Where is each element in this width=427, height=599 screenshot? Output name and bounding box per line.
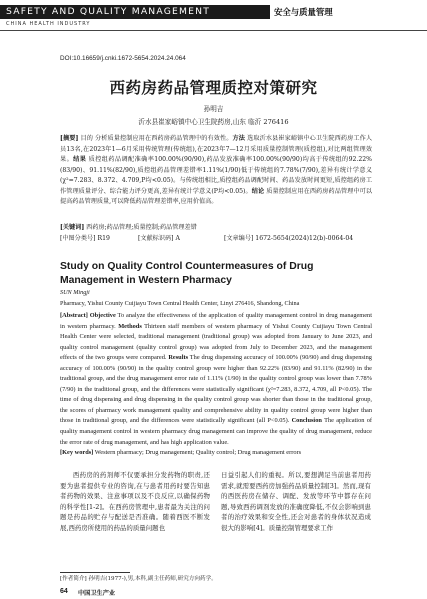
body-column-right [221,470,371,533]
abstract-cn-results-label: 结果 [73,156,87,164]
abstract-cn-objective: 目的 分析质量控制应用在西药房药品管理中的有效性。 [78,135,233,142]
article-title-cn: 西药房药品管理质控对策研究 [109,78,318,97]
author-en: SUN Mingji [60,289,90,296]
abstract-en-conclusion-label: Conclusion [291,417,322,425]
abstract-cn-method: 选取沂水县崔家峪镇中心卫生院西药房工作人员13名,在2023年1—6月采用传统管理(传统组),在2023年7—12月采用质量控制管理(质控组),对比两组管理效果。 [60,135,372,164]
keywords-en [60,448,372,459]
running-header [0,0,427,32]
body-paragraph: 西药房的药剂师不仅要承担分发药物的职责,还要为患者提供专业的咨询,在与患者用药时要告知患者药物的效果、注意事项以及不良反应,以确保药物的科学性[1-2]。在西药房管理中,患者最为关注的问题是药品的贮存与配送是否准确。随着西医不断发展,西药房所使用的药品的质量问题也 [60,471,210,532]
abstract-en-conclusion: The application of quality management control in western pharmacy drug management can improve the quality of drug management, reduce the error rate of drug management, and has high application value. [60,417,372,446]
abstract-cn-conclusion: 质量控制应用在西药房药品管理中可以提高药品管理质量,可以降低药品管理差错率,应用价值高。 [60,187,372,206]
doi-line[interactable]: DOI:10.16659/j.cnki.1672-5654.2024.24.064 [60,55,186,62]
keywords-cn [60,223,372,234]
clc-number: [中图分类号] R19 [60,235,110,242]
journal-name-footer: 中国卫生产业 [78,590,116,597]
abstract-en-label: [Abstract] Objective [60,312,116,319]
keywords-cn-label: [关键词] [60,224,85,231]
keywords-en-label: [Key words] [60,449,94,456]
header-band-text: SAFETY AND QUALITY MANAGEMENT [6,6,211,17]
keywords-cn-text: 西药房;药品管理;质量控制;药品管理差错 [84,224,197,231]
abstract-cn-label: [摘要] [60,135,79,142]
footnote-rule [60,572,130,573]
header-band [0,5,270,19]
body-column-left [60,470,210,533]
affiliation-cn: 沂水县崔家峪镇中心卫生院药房,山东 临沂 276416 [138,118,289,126]
abstract-cn-method-label: 方法 [232,135,246,142]
article-title-en: Study on Quality Control Countermeasures of Drug Management in Western Pharmacy [60,261,314,286]
article-number: [文章编号] 1672-5654(2024)12(b)-0064-04 [224,235,354,242]
abstract-en-methods: Thirteen staff members of western pharmacy of Yishui County Cuijiayu Town Central Health Center were selected, traditional management (traditional group) was adopted from January to June 2023, and quality control management (quality control group) was adopted from July to December 2023, and the management effects of the two groups were compared. [60,322,372,362]
author-cn: 孙明吉 [203,105,224,113]
affiliation-en: Pharmacy, Yishui County Cuijiayu Town Central Health Center, Linyi 276416, Shandong, China [60,300,300,307]
abstract-en-results: The drug dispensing accuracy of 100.00% (90/90) and drug dispensing accuracy of 100.00% (90/90) in the quality control group were higher than 92.22% (83/90) and 91.11% (82/90) in the traditional group, and the drug management error rate of 1.11% (1/90) in the quality control group was lower than 7.78% (7/90) in the traditional group, and the differences were statistically significant (χ²=7.283, 8.372, 4.709, all P<0.05). The time of drug dispensing and drug dispensing in the quality control group was shorter than those in the traditional group, the scores of pharmacy work management quality and comprehensive ability in quality control group were higher than those in traditional group, and the differences were statistically significant (all P<0.05). [60,354,372,425]
author-footnote: [作者简介] 孙明吉(1977-),男,本科,副主任药师,研究方向药学。 [60,576,217,582]
header-section-cn: 安全与质量管理 [274,7,333,17]
body-paragraph: 日益引起人们的重视。所以,要想满足当前患者用药需求,就需要西药房加强药品质量控制[3]。然而,现有的西医药房在储存、调配、发放等环节中都存在问题,导致西药调剂发放的准确度降低,不仅会影响到患者的治疗效果和安全性,还会对患者的身体状况造成很大的影响[4]。质量控制管理要求工作 [221,471,371,532]
keywords-en-text: Western pharmacy; Drug management; Quality control; Drug management errors [93,449,302,456]
abstract-en-methods-label: Methods [118,322,142,330]
header-subtitle: CHINA HEALTH INDUSTRY [6,21,91,27]
abstract-cn-conclusion-label: 结论 [251,187,265,195]
abstract-cn [60,134,372,208]
header-rule [0,30,427,31]
page-number: 64 [60,588,68,595]
document-code: [文献标识码] A [138,235,180,242]
abstract-en-objective: To analyze the effectiveness of the application of quality management control in drug management in western pharmacy. [60,312,372,330]
abstract-en [60,311,372,448]
abstract-cn-results: 质控组药品调配准确率100.00%(90/90),药品发放准确率100.00%(90/90)均高于传统组的92.22%(83/90)、91.11%(82/90),质控组药品管理差错率1.11%(1/90)低于传统组的7.78%(7/90),差异有统计学意义(χ²=7.283、8.372、4.709,P均<0.05)。与传统组相比,质控组药品调配时间、药品发放时间更短,质控组药房工作管理质量评分、综合能力评分更高,差异有统计学意义(P均<0.05)。 [60,156,372,195]
abstract-en-results-label: Results [168,354,189,362]
classification-row [60,234,372,245]
